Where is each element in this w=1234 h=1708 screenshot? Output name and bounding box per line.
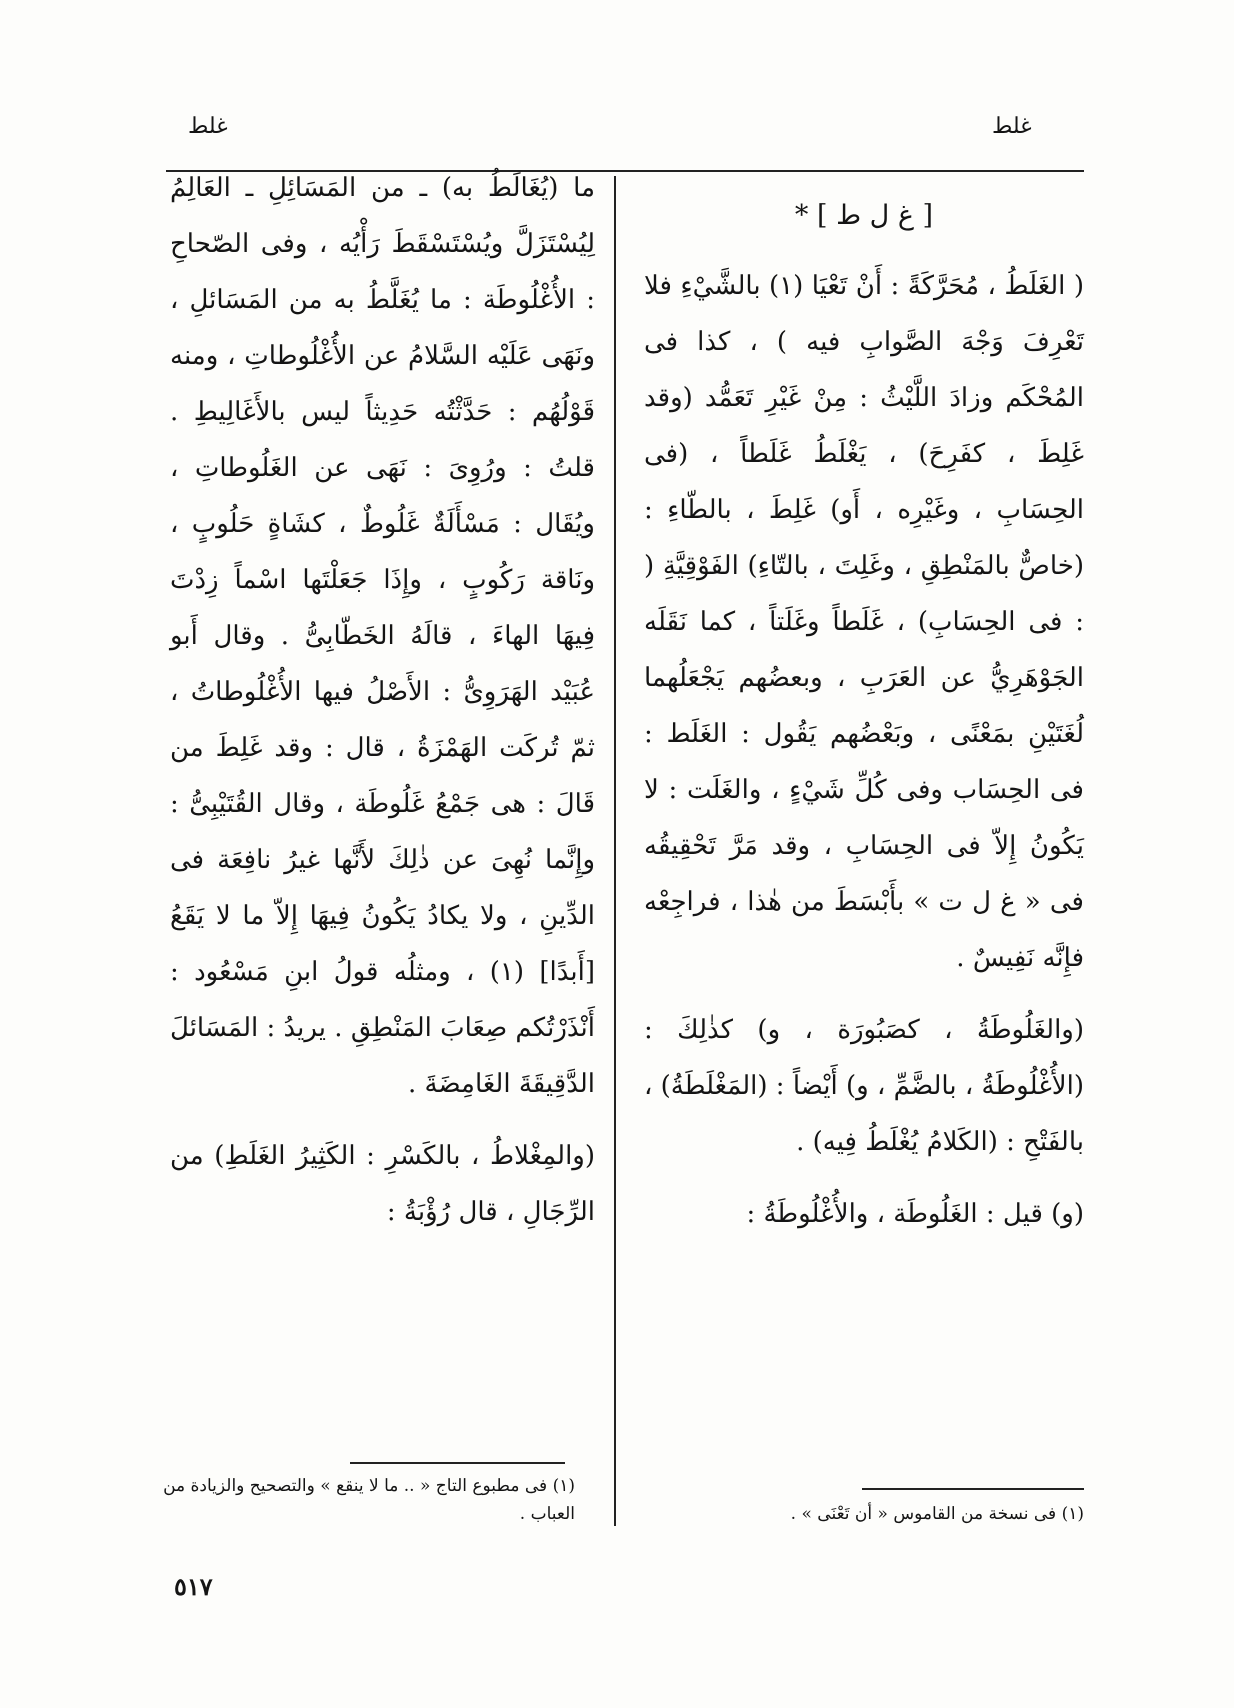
right-column: [644, 178, 1084, 1258]
entry-paragraph: (والغَلُوطَةُ ، كصَبُورَة ، و) كذٰلِكَ : (الأُغْلُوطَةُ ، بالضَّمِّ ، و) أَيْضاً : (المَغْلَطَةُ) ، بالفَتْحِ : (الكَلامُ يُغْلَطُ فِيه) .: [644, 1015, 1084, 1157]
left-column: [170, 160, 595, 1256]
footnote-left: (١) فى مطبوع التاج « .. ما لا ينقع » والتصحيح والزيادة من العباب .: [163, 1476, 575, 1524]
column-divider: [614, 176, 616, 1526]
running-head-left: غلط: [188, 114, 228, 139]
entry-paragraph: ما (يُغَالَطُ به) ـ من المَسَائِلِ ـ العَالِمُ لِيُسْتَزَلَّ ويُسْتَسْقَطَ رَأْيُه ، وفى الصّحاحِ : الأُغْلُوطَة : ما يُغَلَّطُ به من المَسَائلِ ، ونَهَى عَلَيْه السَّلامُ عن الأُغْلُوطاتِ ، ومنه قَوْلُهُم : حَدَّثْتُه حَدِيثاً ليس بالأَغَالِيطِ . قلتُ : ورُوِىَ : نَهَى عن الغَلُوطاتِ ، ويُقَال : مَسْأَلَةٌ غَلُوطٌ ، كشَاةٍ حَلُوبٍ ، ونَاقة رَكُوبٍ ، وإِذَا جَعَلْتَها اسْماً زِدْتَ فِيهَا الهاءَ ، قالَهُ الخَطّابِىُّ . وقال أَبو عُبَيْد الهَرَوِىُّ : الأَصْلُ فيها الأُغْلُوطاتُ ، ثمّ تُركَت الهَمْزَةُ ، قال : وقد غَلِطَ من قَالَ : هى جَمْعُ غَلُوطَة ، وقال القُتَيْبِىُّ : وإِنَّما نُهِىَ عن ذٰلِكَ لأَنَّها غيرُ نافِعَة فى الدِّينِ ، ولا يكادُ يَكُونُ فِيهَا إِلاّ ما لا يَقَعُ [أَبدًا] (١) ، ومثلُه قولُ ابنِ مَسْعُود : أَنْذَرْتُكم صِعَابَ المَنْطِقِ . يريدُ : المَسَائلَ الدَّقِيقَةَ الغَامِضَةَ .: [170, 173, 596, 1099]
page-number: ٥١٧: [174, 1572, 213, 1601]
root-heading: [ غ ل ط ] *: [794, 200, 934, 231]
entry-paragraph: (و) قيل : الغَلُوطَة ، والأُغْلُوطَةُ :: [746, 1199, 1084, 1229]
entry-paragraph: (والمِغْلاطُ ، بالكَسْرِ : الكَثِيرُ الغَلَطِ) من الرِّجَالِ ، قال رُؤْبَةُ :: [170, 1141, 595, 1227]
footnote-right: (١) فى نسخة من القاموس « أن تَعْنَى » .: [790, 1504, 1084, 1524]
entry-paragraph: ( الغَلَطُ ، مُحَرَّكَةً : أَنْ تَعْيَا (١) بالشَّيْءِ فلا تَعْرِفَ وَجْهَ الصَّوابِ فيه ) ، كذا فى المُحْكَم وزادَ اللَّيْثُ : مِنْ غَيْرِ تَعَمُّد (وقد غَلِطَ ، كفَرِحَ) ، يَغْلَطُ غَلَطاً ، (فى الحِسَابِ ، وغَيْرِه ، أَو) غَلِطَ ، بالطّاءِ : (خاصٌّ بالمَنْطِقِ ، وغَلِتَ ، بالتّاءِ) الفَوْقِيَّةِ ( : فى الحِسَابِ) ، غَلَطاً وغَلَتاً ، كما نَقَلَه الجَوْهَرِيُّ عن العَرَبِ ، وبعضُهم يَجْعَلُهما لُغَتَيْنِ بمَعْنًى ، وبَعْضُهم يَقُول : الغَلَط : فى الحِسَاب وفى كُلِّ شَيْءٍ ، والغَلَت : لا يَكُونُ إِلاّ فى الحِسَابِ ، وقد مَرَّ تَحْقِيقُه فى « غ ل ت » بأَبْسَطَ من هٰذا ، فراجِعْه فإِنَّه نَفِيسٌ .: [644, 271, 1084, 973]
running-head-right: غلط: [992, 114, 1032, 139]
footnote-rule-left: [350, 1462, 565, 1464]
footnote-rule-right: [862, 1488, 1084, 1490]
